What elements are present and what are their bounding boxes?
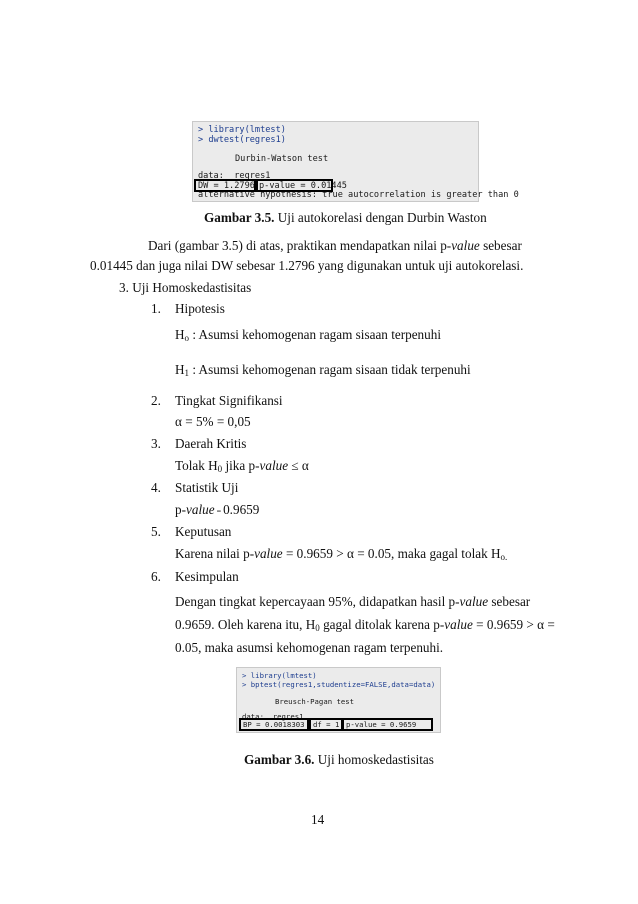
conclusion-line: 0.05, maka asumsi kehomogenan ragam terpenuhi. xyxy=(175,640,444,655)
list-item-label: Kesimpulan xyxy=(175,569,239,584)
section-heading: 3. Uji Homoskedastisitas xyxy=(119,280,252,295)
paragraph-line: Dari (gambar 3.5) di atas, praktikan mendapatkan nilai p-value sebesar xyxy=(148,238,522,253)
list-number: 3. xyxy=(151,436,161,451)
console-line: data: regres1 xyxy=(198,171,271,181)
decision-text: Karena nilai p-value = 0.9659 > α = 0.05, maka gagal tolak $H_{o.}$ xyxy=(175,546,508,562)
list-item-label: Hipotesis xyxy=(175,301,225,316)
figure-caption: Gambar 3.5. Uji autokorelasi dengan Durbin Waston xyxy=(204,210,487,225)
console-line: > dwtest(regres1) xyxy=(198,135,286,145)
conclusion-line: 0.9659. Oleh karena itu, $H_0$ gagal ditolak karena p-value = 0.9659 > α = xyxy=(175,617,555,633)
highlight-box xyxy=(194,179,256,192)
list-item-label: Keputusan xyxy=(175,524,232,539)
list-number: 5. xyxy=(151,524,161,539)
highlight-box xyxy=(256,179,333,192)
list-number: 2. xyxy=(151,393,161,408)
console-line: data: regres1 xyxy=(242,712,304,721)
dwtest-console xyxy=(192,121,519,202)
p-value-text: p-value = 0.01445 xyxy=(259,181,347,191)
p-value-text: p-value = 0.9659 xyxy=(346,720,417,729)
critical-region: Tolak $H_0$ jika p-value ≤ α xyxy=(175,458,309,474)
list-item-label: Daerah Kritis xyxy=(175,436,247,451)
highlight-box xyxy=(309,718,343,731)
list-item-label: Statistik Uji xyxy=(175,480,239,495)
console-line: > bptest(regres1,studentize=FALSE,data=data) xyxy=(242,680,436,689)
console-line: Breusch-Pagan test xyxy=(275,697,355,706)
figure-caption: Gambar 3.6. Uji homoskedastisitas xyxy=(244,752,434,767)
bp-statistic: BP = 0.0018303 xyxy=(243,720,305,729)
bptest-console xyxy=(236,667,441,733)
conclusion-line: Dengan tingkat kepercayaan 95%, didapatkan hasil p-value sebesar xyxy=(175,594,531,609)
page-number: 14 xyxy=(311,812,325,827)
list-number: 6. xyxy=(151,569,161,584)
paragraph-line: 0.01445 dan juga nilai DW sebesar 1.2796 yang digunakan untuk uji autokorelasi. xyxy=(90,258,524,273)
console-line: > library(lmtest) xyxy=(198,125,286,135)
alpha-value: α = 5% = 0,05 xyxy=(175,414,251,429)
dw-statistic: DW = 1.2796 xyxy=(198,181,255,191)
console-line: alternative hypothesis: true autocorrelation is greater than 0 xyxy=(198,190,519,200)
hypothesis-h0: $H_o$ : Asumsi kehomogenan ragam sisaan terpenuhi xyxy=(175,327,442,343)
df-value: df = 1 xyxy=(313,720,340,729)
list-number: 4. xyxy=(151,480,161,495)
hypothesis-h1: $H_1$ : Asumsi kehomogenan ragam sisaan tidak terpenuhi xyxy=(175,362,471,378)
test-statistic: p-value = 0.9659 xyxy=(175,502,260,517)
console-line: > library(lmtest) xyxy=(242,671,317,680)
console-line: Durbin-Watson test xyxy=(235,154,329,164)
list-item-label: Tingkat Signifikansi xyxy=(175,393,283,408)
highlight-box xyxy=(342,718,433,731)
list-number: 1. xyxy=(151,301,161,316)
highlight-box xyxy=(239,718,309,731)
